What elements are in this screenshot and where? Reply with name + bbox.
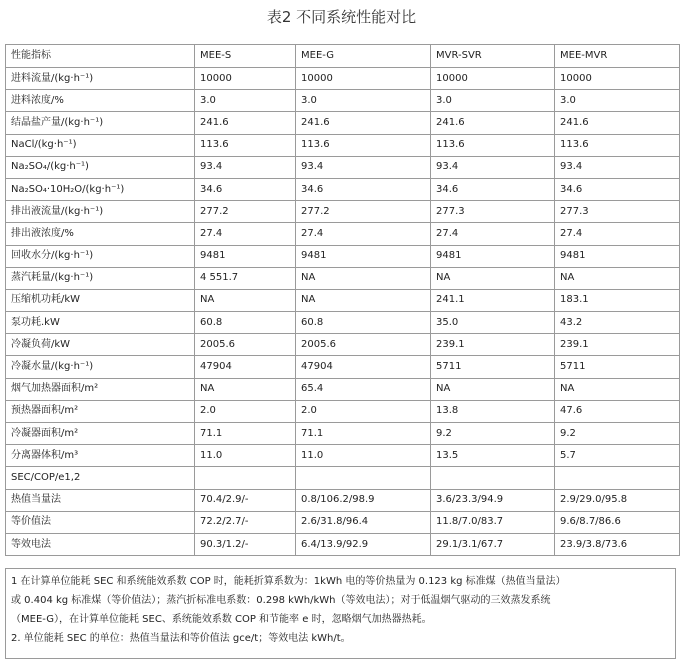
value-cell: 2005.6 bbox=[296, 334, 431, 356]
value-cell: 47904 bbox=[195, 356, 296, 378]
row-label-cell: 蒸汽耗量/(kg·h⁻¹) bbox=[6, 267, 195, 289]
row-label-cell: 排出液浓度/% bbox=[6, 223, 195, 245]
value-cell: 6.4/13.9/92.9 bbox=[296, 533, 431, 555]
value-cell: 5.7 bbox=[555, 445, 680, 467]
value-cell: 93.4 bbox=[195, 156, 296, 178]
value-cell: 2.6/31.8/96.4 bbox=[296, 511, 431, 533]
table-row bbox=[6, 378, 680, 400]
row-label-cell: 泵功耗.kW bbox=[6, 312, 195, 334]
footnote-line: 或 0.404 kg 标准煤（等价值法）；蒸汽折标准电系数：0.298 kWh/kWh（等效电法）；对于低温烟气驱动的三效蒸发系统 bbox=[11, 595, 551, 606]
value-cell: 27.4 bbox=[296, 223, 431, 245]
footnote-line: 1 在计算单位能耗 SEC 和系统能效系数 COP 时，能耗折算系数为：1kWh 电的等价热量为 0.123 kg 标准煤（热值当量法） bbox=[11, 576, 566, 587]
footnote-line: 2. 单位能耗 SEC 的单位：热值当量法和等价值法 gce/t；等效电法 kWh/t。 bbox=[11, 633, 351, 644]
value-cell: NA bbox=[431, 378, 555, 400]
value-cell: 241.6 bbox=[296, 112, 431, 134]
value-cell: 72.2/2.7/- bbox=[195, 511, 296, 533]
value-cell: 23.9/3.8/73.6 bbox=[555, 533, 680, 555]
value-cell: 2.0 bbox=[296, 400, 431, 422]
value-cell: 241.6 bbox=[431, 112, 555, 134]
header-cell: MEE-MVR bbox=[555, 45, 680, 68]
table-footnotes bbox=[5, 568, 676, 659]
value-cell: NA bbox=[555, 267, 680, 289]
value-cell: 27.4 bbox=[195, 223, 296, 245]
table-row bbox=[6, 467, 680, 489]
value-cell: 9.2 bbox=[555, 423, 680, 445]
value-cell: 9481 bbox=[555, 245, 680, 267]
row-label-cell: 等价值法 bbox=[6, 511, 195, 533]
value-cell: 0.8/106.2/98.9 bbox=[296, 489, 431, 511]
table-row bbox=[6, 356, 680, 378]
row-label-cell: 烟气加热器面积/m² bbox=[6, 378, 195, 400]
row-label-cell: 回收水分/(kg·h⁻¹) bbox=[6, 245, 195, 267]
value-cell: 10000 bbox=[431, 68, 555, 90]
value-cell: 9481 bbox=[296, 245, 431, 267]
row-label-cell: 冷凝器面积/m² bbox=[6, 423, 195, 445]
value-cell: 65.4 bbox=[296, 378, 431, 400]
value-cell bbox=[431, 467, 555, 489]
table-row bbox=[6, 156, 680, 178]
value-cell: 2.9/29.0/95.8 bbox=[555, 489, 680, 511]
value-cell: 9481 bbox=[195, 245, 296, 267]
value-cell: 4 551.7 bbox=[195, 267, 296, 289]
table-row bbox=[6, 68, 680, 90]
table-row bbox=[6, 423, 680, 445]
value-cell: 10000 bbox=[195, 68, 296, 90]
row-label-cell: Na₂SO₄·10H₂O/(kg·h⁻¹) bbox=[6, 178, 195, 200]
value-cell: 2.0 bbox=[195, 400, 296, 422]
table-row bbox=[6, 445, 680, 467]
performance-table bbox=[5, 44, 680, 556]
value-cell: 3.6/23.3/94.9 bbox=[431, 489, 555, 511]
table-row bbox=[6, 511, 680, 533]
table-header-row bbox=[6, 45, 680, 68]
value-cell: 60.8 bbox=[296, 312, 431, 334]
value-cell: 183.1 bbox=[555, 289, 680, 311]
value-cell: 113.6 bbox=[431, 134, 555, 156]
value-cell: 47904 bbox=[296, 356, 431, 378]
value-cell: 9481 bbox=[431, 245, 555, 267]
value-cell: 93.4 bbox=[296, 156, 431, 178]
value-cell: 3.0 bbox=[296, 90, 431, 112]
row-label-cell: 分离器体积/m³ bbox=[6, 445, 195, 467]
value-cell: 239.1 bbox=[555, 334, 680, 356]
table-body bbox=[6, 45, 680, 556]
table-row bbox=[6, 267, 680, 289]
value-cell: 90.3/1.2/- bbox=[195, 533, 296, 555]
table-row bbox=[6, 334, 680, 356]
value-cell: 71.1 bbox=[195, 423, 296, 445]
value-cell: 29.1/3.1/67.7 bbox=[431, 533, 555, 555]
value-cell: 277.3 bbox=[555, 201, 680, 223]
table-row bbox=[6, 223, 680, 245]
value-cell: 43.2 bbox=[555, 312, 680, 334]
value-cell: 27.4 bbox=[431, 223, 555, 245]
value-cell: 71.1 bbox=[296, 423, 431, 445]
row-label-cell: NaCl/(kg·h⁻¹) bbox=[6, 134, 195, 156]
table-row bbox=[6, 178, 680, 200]
table-row bbox=[6, 134, 680, 156]
value-cell: 34.6 bbox=[431, 178, 555, 200]
table-row bbox=[6, 489, 680, 511]
value-cell: 93.4 bbox=[431, 156, 555, 178]
value-cell: 277.3 bbox=[431, 201, 555, 223]
row-label-cell: 预热器面积/m² bbox=[6, 400, 195, 422]
value-cell: 9.2 bbox=[431, 423, 555, 445]
header-cell: MVR-SVR bbox=[431, 45, 555, 68]
row-label-cell: 冷凝水量/(kg·h⁻¹) bbox=[6, 356, 195, 378]
value-cell: 10000 bbox=[555, 68, 680, 90]
value-cell: 13.5 bbox=[431, 445, 555, 467]
footnote-line: （MEE-G），在计算单位能耗 SEC、系统能效系数 COP 和节能率 e 时，忽略烟气加热器热耗。 bbox=[11, 614, 432, 625]
value-cell bbox=[296, 467, 431, 489]
row-label-cell: SEC/COP/e1,2 bbox=[6, 467, 195, 489]
value-cell: 70.4/2.9/- bbox=[195, 489, 296, 511]
value-cell: 241.6 bbox=[555, 112, 680, 134]
value-cell: 5711 bbox=[431, 356, 555, 378]
value-cell: 113.6 bbox=[555, 134, 680, 156]
row-label-cell: 等效电法 bbox=[6, 533, 195, 555]
value-cell: 113.6 bbox=[296, 134, 431, 156]
value-cell: 13.8 bbox=[431, 400, 555, 422]
row-label-cell: 热值当量法 bbox=[6, 489, 195, 511]
value-cell: NA bbox=[195, 378, 296, 400]
value-cell: NA bbox=[296, 289, 431, 311]
row-label-cell: Na₂SO₄/(kg·h⁻¹) bbox=[6, 156, 195, 178]
header-cell: MEE-G bbox=[296, 45, 431, 68]
row-label-cell: 冷凝负荷/kW bbox=[6, 334, 195, 356]
table-row bbox=[6, 312, 680, 334]
value-cell: 93.4 bbox=[555, 156, 680, 178]
value-cell: 11.0 bbox=[296, 445, 431, 467]
value-cell bbox=[555, 467, 680, 489]
table-row bbox=[6, 400, 680, 422]
value-cell: 277.2 bbox=[195, 201, 296, 223]
value-cell: 3.0 bbox=[555, 90, 680, 112]
value-cell: NA bbox=[296, 267, 431, 289]
value-cell: 277.2 bbox=[296, 201, 431, 223]
row-label-cell: 进料流量/(kg·h⁻¹) bbox=[6, 68, 195, 90]
row-label-cell: 排出液流量/(kg·h⁻¹) bbox=[6, 201, 195, 223]
value-cell: NA bbox=[431, 267, 555, 289]
value-cell: 2005.6 bbox=[195, 334, 296, 356]
row-label-cell: 进料浓度/% bbox=[6, 90, 195, 112]
value-cell: 60.8 bbox=[195, 312, 296, 334]
table-title: 表2 不同系统性能对比 bbox=[266, 8, 417, 26]
value-cell bbox=[195, 467, 296, 489]
table-row bbox=[6, 201, 680, 223]
value-cell: 47.6 bbox=[555, 400, 680, 422]
value-cell: 9.6/8.7/86.6 bbox=[555, 511, 680, 533]
value-cell: NA bbox=[195, 289, 296, 311]
row-label-cell: 压缩机功耗/kW bbox=[6, 289, 195, 311]
value-cell: 35.0 bbox=[431, 312, 555, 334]
value-cell: 3.0 bbox=[431, 90, 555, 112]
table-row bbox=[6, 112, 680, 134]
value-cell: 34.6 bbox=[296, 178, 431, 200]
value-cell: 10000 bbox=[296, 68, 431, 90]
table-row bbox=[6, 289, 680, 311]
value-cell: NA bbox=[555, 378, 680, 400]
table-row bbox=[6, 90, 680, 112]
table-row bbox=[6, 245, 680, 267]
value-cell: 241.1 bbox=[431, 289, 555, 311]
value-cell: 11.8/7.0/83.7 bbox=[431, 511, 555, 533]
value-cell: 27.4 bbox=[555, 223, 680, 245]
header-cell: MEE-S bbox=[195, 45, 296, 68]
value-cell: 113.6 bbox=[195, 134, 296, 156]
value-cell: 34.6 bbox=[555, 178, 680, 200]
value-cell: 241.6 bbox=[195, 112, 296, 134]
table-row bbox=[6, 533, 680, 555]
header-cell: 性能指标 bbox=[6, 45, 195, 68]
row-label-cell: 结晶盐产量/(kg·h⁻¹) bbox=[6, 112, 195, 134]
value-cell: 3.0 bbox=[195, 90, 296, 112]
value-cell: 5711 bbox=[555, 356, 680, 378]
value-cell: 34.6 bbox=[195, 178, 296, 200]
value-cell: 11.0 bbox=[195, 445, 296, 467]
value-cell: 239.1 bbox=[431, 334, 555, 356]
